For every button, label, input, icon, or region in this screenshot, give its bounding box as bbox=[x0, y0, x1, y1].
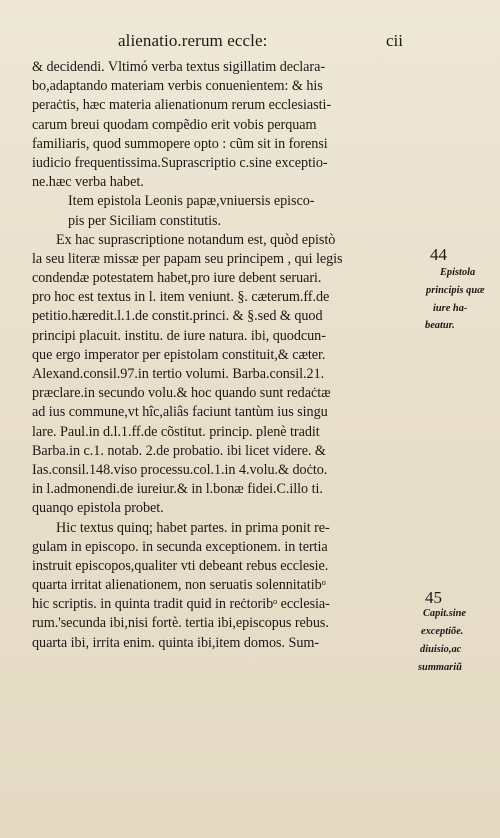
text-line: Item epistola Leonis papæ,vniuersis episco- bbox=[68, 193, 315, 210]
text-line: Ias.consil.148.viso processu.col.1.in 4.volu.& doċto. bbox=[32, 461, 328, 478]
text-line: rum.'secunda ibi,nisi fortè. tertia ibi,episcopus rebus. bbox=[32, 615, 329, 632]
text-line: familiaris, quod summopere opto : cũm sit in forensi bbox=[32, 135, 328, 152]
text-line: iudicio frequentissima.Suprascriptio c.sine exceptio- bbox=[32, 154, 328, 171]
text-line: Alexand.consil.97.in tertio volumi. Barba.consil.21. bbox=[32, 366, 325, 382]
running-title: alienatio.rerum eccle: bbox=[118, 31, 268, 50]
text-line: instruit episcopos,qualiter vti debeant rebus ecclesie. bbox=[32, 557, 329, 574]
text-line: in l.admonendi.de iureiur.& in l.bonæ fidei.C.illo ti. bbox=[32, 481, 323, 498]
text-line: carum breui quodam compẽdio erit vobis perquam bbox=[32, 116, 317, 133]
folio-number: cii bbox=[386, 31, 403, 50]
text-line: pro hoc est textus in l. item veniunt. §. cæterum.ff.de bbox=[32, 289, 330, 306]
text-line: Ex hac suprascriptione notandum est, quòd epistò bbox=[56, 231, 336, 248]
text-line: quarta irritat alienationem, non seruatis solennitatibᵒ bbox=[32, 577, 326, 594]
text-line: præclare.in secundo volu.& hoc quando sunt redaċtæ bbox=[32, 385, 331, 402]
margin-note-number: 44 bbox=[430, 245, 447, 264]
text-line: principi placuit. institu. de iure natura. ibi, quodcun- bbox=[32, 327, 326, 344]
margin-note: diuisio,ac bbox=[420, 644, 462, 655]
text-line: hic scriptis. in quinta tradit quid in reċtoribᵒ ecclesia- bbox=[32, 596, 330, 613]
text-line: peraċtis, hæc materia alienationum rerum ecclesiasti- bbox=[32, 97, 332, 114]
margin-note: principis quæ bbox=[426, 285, 485, 296]
text-line: pis per Siciliam constitutis. bbox=[68, 212, 222, 229]
body-text bbox=[32, 58, 424, 653]
text-line: gulam in episcopo. in secunda exceptionem. in tertia bbox=[32, 538, 328, 555]
margin-note: Epistola bbox=[440, 267, 476, 278]
text-line: & decidendi. Vltimó verba textus sigillatim declara- bbox=[32, 59, 326, 75]
text-line: la seu literæ missæ per papam seu principem , qui legis bbox=[32, 250, 343, 267]
margin-note: Capit.sine bbox=[423, 608, 467, 619]
text-line: petitio.hæredit.l.1.de constit.princi. & §.sed & quod bbox=[32, 308, 323, 325]
margin-note: iure ha- bbox=[433, 303, 468, 314]
text-line: que ergo imperator per epistolam constituit,& cæter. bbox=[32, 346, 326, 363]
margin-note: beatur. bbox=[425, 320, 455, 331]
text-line: lare. Paul.in d.l.1.ff.de cõstitut. princip. plenè tradit bbox=[32, 423, 320, 440]
text-line: ne.hæc verba habet. bbox=[32, 174, 144, 191]
text-line: Barba.in c.1. notab. 2.de probatio. ibi licet videre. & bbox=[32, 442, 326, 459]
text-line: Hic textus quinq; habet partes. in prima ponit re- bbox=[56, 519, 330, 536]
text-line: condendæ potestatem habet,pro iure debent seruari. bbox=[32, 270, 322, 287]
text-line: ad ius commune,vt hîc,aliâs faciunt tantùm ius singu bbox=[32, 404, 328, 421]
text-line: quarta ibi, irrita enim. quinta ibi,item domos. Sum- bbox=[32, 634, 320, 651]
margin-note: exceptiõe. bbox=[421, 626, 464, 637]
text-line: bo,adaptando materiam verbis conuenientem: & his bbox=[32, 78, 323, 95]
margin-note-number: 45 bbox=[425, 588, 442, 607]
margin-note: summariũ bbox=[418, 662, 462, 673]
text-line: quanqo epistola probet. bbox=[32, 500, 164, 517]
